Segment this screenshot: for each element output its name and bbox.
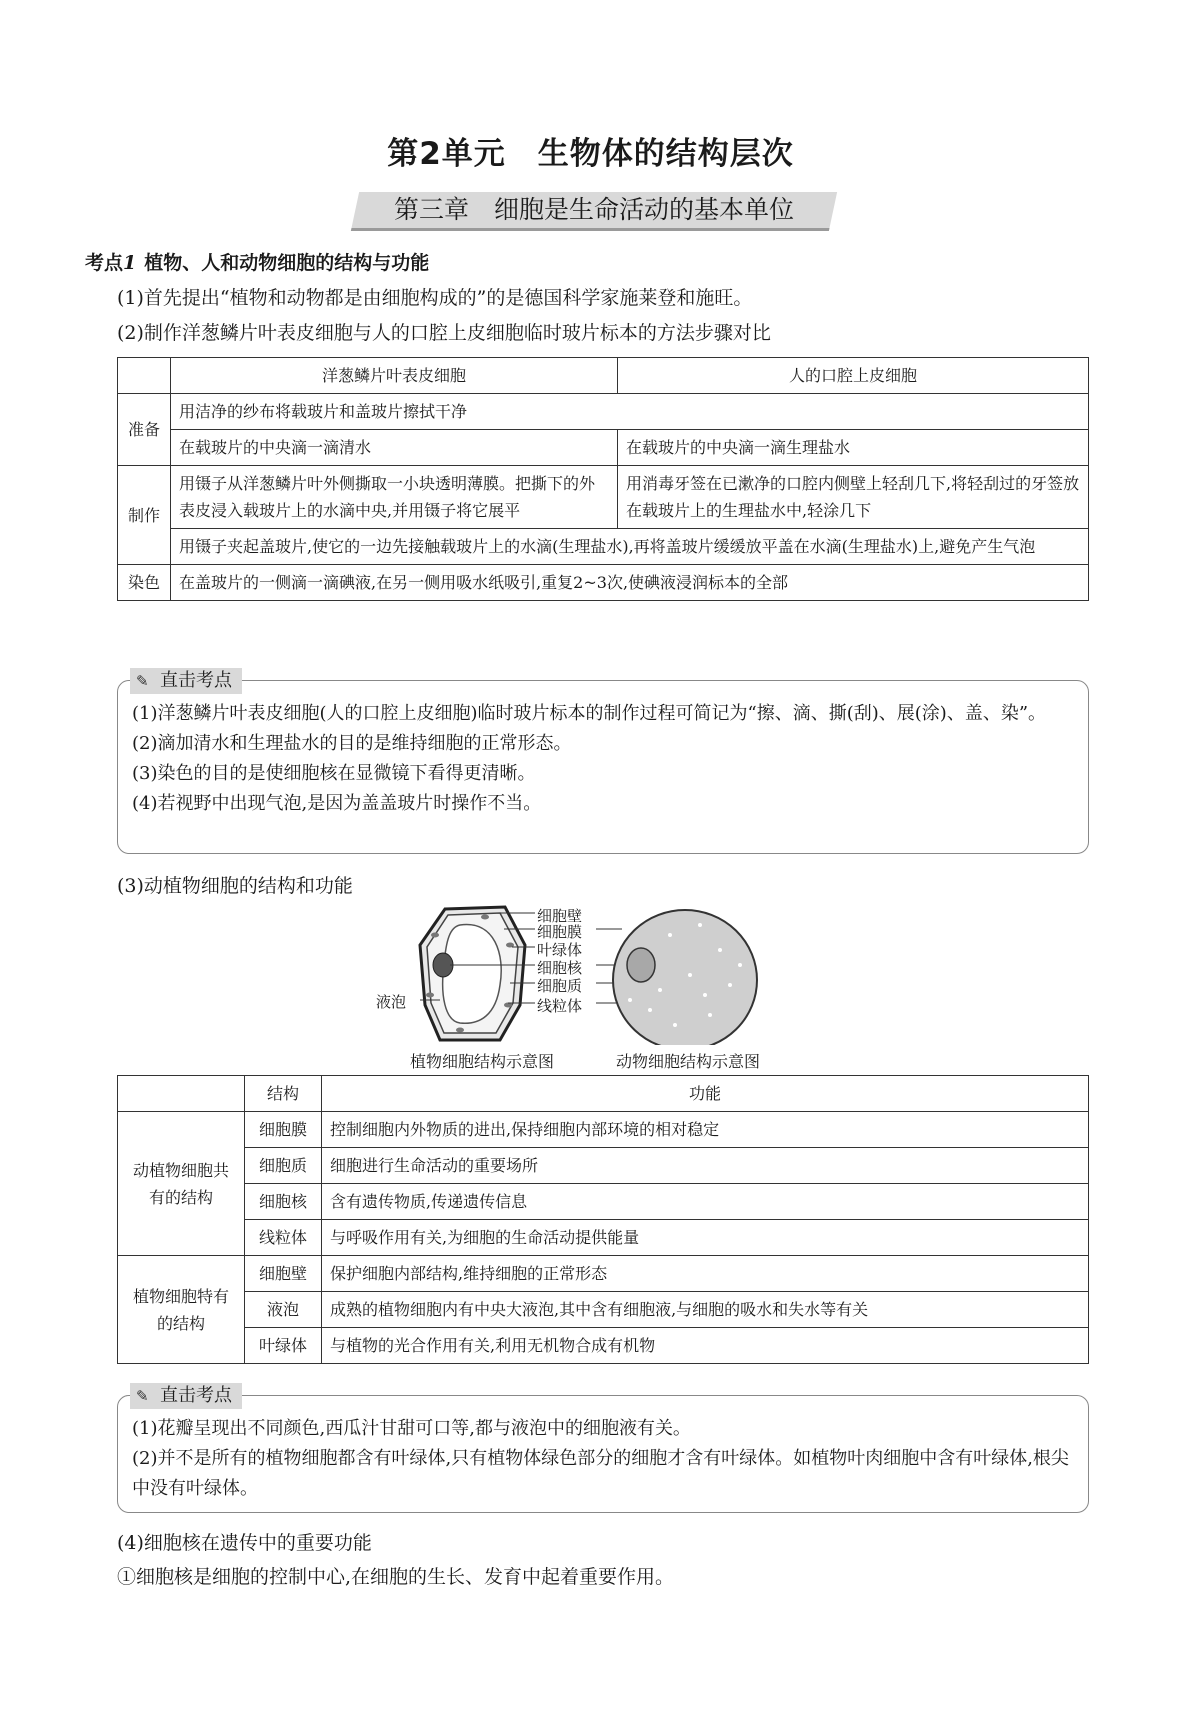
- slide-method-table: [117, 357, 1089, 601]
- key-point-box-2: [117, 1395, 1089, 1513]
- kaodian-title: 植物、人和动物细胞的结构与功能: [144, 252, 430, 274]
- make-cheek-cell: 用消毒牙签在已漱净的口腔内侧壁上轻刮几下,将轻刮过的牙签放在载玻片上的生理盐水中,轻涂几下: [618, 466, 1089, 529]
- paragraph-4: (4)细胞核在遗传中的重要功能: [117, 1532, 372, 1554]
- column-header-onion: 洋葱鳞片叶表皮细胞: [171, 358, 618, 394]
- table-row: [118, 529, 1089, 565]
- table-row: [118, 466, 1089, 529]
- function-cell: 与呼吸作用有关,为细胞的生命活动提供能量: [322, 1220, 1089, 1256]
- kaodian-label: 考点: [85, 252, 124, 274]
- key-point-tag-label: 直击考点: [160, 670, 232, 691]
- function-cell: 细胞进行生命活动的重要场所: [322, 1148, 1089, 1184]
- row-label-make: 制作: [118, 466, 171, 565]
- key-point-line: (1)花瓣呈现出不同颜色,西瓜汁甘甜可口等,都与液泡中的细胞液有关。: [132, 1418, 691, 1439]
- table-row: [118, 1328, 1089, 1364]
- column-header-structure: 结构: [245, 1076, 322, 1112]
- pen-icon: ✎: [136, 1387, 149, 1405]
- column-header-function: 功能: [322, 1076, 1089, 1112]
- key-point-line: (2)滴加清水和生理盐水的目的是维持细胞的正常形态。: [132, 733, 572, 754]
- prep-cheek-cell: 在载玻片的中央滴一滴生理盐水: [618, 430, 1089, 466]
- table-header-row: [118, 1076, 1089, 1112]
- table-row: [118, 1148, 1089, 1184]
- table-row: [118, 394, 1089, 430]
- label-cytoplasm: 细胞质: [537, 977, 583, 995]
- function-cell: 含有遗传物质,传递遗传信息: [322, 1184, 1089, 1220]
- cell-diagram-svg: [400, 905, 800, 1045]
- stain-cell: 在盖玻片的一侧滴一滴碘液,在另一侧用吸水纸吸引,重复2~3次,使碘液浸润标本的全部: [171, 565, 1089, 601]
- paragraph-5: ①细胞核是细胞的控制中心,在细胞的生长、发育中起着重要作用。: [117, 1566, 675, 1588]
- column-header-cheek: 人的口腔上皮细胞: [618, 358, 1089, 394]
- label-cell-membrane: 细胞膜: [537, 923, 583, 941]
- table-corner: [118, 1076, 245, 1112]
- group-label-common: 动植物细胞共有的结构: [118, 1112, 245, 1256]
- vacuole-shape: [443, 925, 502, 1024]
- caption-plant-cell: 植物细胞结构示意图: [410, 1052, 555, 1071]
- label-cell-wall: 细胞壁: [537, 907, 583, 925]
- structure-cell: 线粒体: [245, 1220, 322, 1256]
- group-label-plant-only: 植物细胞特有的结构: [118, 1256, 245, 1364]
- table-header-row: [118, 358, 1089, 394]
- structure-cell: 细胞质: [245, 1148, 322, 1184]
- kaodian-heading: [85, 248, 429, 275]
- key-point-tag-1: [130, 668, 242, 694]
- table-corner: [118, 358, 171, 394]
- row-label-prep: 准备: [118, 394, 171, 466]
- pen-icon: ✎: [136, 672, 149, 690]
- label-vacuole: 液泡: [376, 993, 407, 1011]
- row-label-stain: 染色: [118, 565, 171, 601]
- key-point-tag-label: 直击考点: [160, 1385, 232, 1406]
- function-cell: 控制细胞内外物质的进出,保持细胞内部环境的相对稳定: [322, 1112, 1089, 1148]
- label-chloroplast: 叶绿体: [537, 941, 583, 959]
- chapter-banner: [355, 192, 845, 236]
- table-row: [118, 1220, 1089, 1256]
- prep-onion-cell: 在载玻片的中央滴一滴清水: [171, 430, 618, 466]
- cell-diagram: [376, 905, 800, 1045]
- function-cell: 与植物的光合作用有关,利用无机物合成有机物: [322, 1328, 1089, 1364]
- table-row: [118, 565, 1089, 601]
- key-point-line: (1)洋葱鳞片叶表皮细胞(人的口腔上皮细胞)临时玻片标本的制作过程可简记为“擦、滴、撕(刮)、展(涂)、盖、染”。: [132, 703, 1047, 724]
- paragraph-2: (2)制作洋葱鳞片叶表皮细胞与人的口腔上皮细胞临时玻片标本的方法步骤对比: [117, 322, 771, 344]
- label-mitochondria: 线粒体: [537, 997, 583, 1015]
- chapter-title: 第三章 细胞是生命活动的基本单位: [393, 195, 794, 224]
- key-point-line: (2)并不是所有的植物细胞都含有叶绿体,只有植物体绿色部分的细胞才含有叶绿体。如植物叶肉细胞中含有叶绿体,根尖中没有叶绿体。: [132, 1448, 1069, 1499]
- table-row: [118, 1292, 1089, 1328]
- key-point-line: (4)若视野中出现气泡,是因为盖盖玻片时操作不当。: [132, 793, 542, 814]
- structure-cell: 细胞膜: [245, 1112, 322, 1148]
- make-common-cell: 用镊子夹起盖玻片,使它的一边先接触载玻片上的水滴(生理盐水),再将盖玻片缓缓放平盖在水滴(生理盐水)上,避免产生气泡: [171, 529, 1089, 565]
- label-nucleus: 细胞核: [537, 959, 583, 977]
- caption-animal-cell: 动物细胞结构示意图: [616, 1052, 761, 1071]
- function-cell: 保护细胞内部结构,维持细胞的正常形态: [322, 1256, 1089, 1292]
- table-row: [118, 1112, 1089, 1148]
- structure-cell: 液泡: [245, 1292, 322, 1328]
- paragraph-3: (3)动植物细胞的结构和功能: [117, 875, 353, 897]
- key-point-line: (3)染色的目的是使细胞核在显微镜下看得更清晰。: [132, 763, 536, 784]
- structure-cell: 叶绿体: [245, 1328, 322, 1364]
- unit-title: 第2单元 生物体的结构层次: [387, 136, 794, 172]
- prep-common-cell: 用洁净的纱布将载玻片和盖玻片擦拭干净: [171, 394, 1089, 430]
- key-point-box-1: [117, 680, 1089, 854]
- structure-cell: 细胞壁: [245, 1256, 322, 1292]
- cell-structure-table: [117, 1075, 1089, 1364]
- make-onion-cell: 用镊子从洋葱鳞片叶外侧撕取一小块透明薄膜。把撕下的外表皮浸入载玻片上的水滴中央,并用镊子将它展平: [171, 466, 618, 529]
- key-point-tag-2: [130, 1383, 242, 1409]
- table-row: [118, 1184, 1089, 1220]
- kaodian-number: 1: [123, 252, 137, 274]
- table-row: [118, 430, 1089, 466]
- table-row: [118, 1256, 1089, 1292]
- function-cell: 成熟的植物细胞内有中央大液泡,其中含有细胞液,与细胞的吸水和失水等有关: [322, 1292, 1089, 1328]
- structure-cell: 细胞核: [245, 1184, 322, 1220]
- animal-nucleus: [627, 948, 655, 982]
- paragraph-1: (1)首先提出“植物和动物都是由细胞构成的”的是德国科学家施莱登和施旺。: [117, 287, 753, 309]
